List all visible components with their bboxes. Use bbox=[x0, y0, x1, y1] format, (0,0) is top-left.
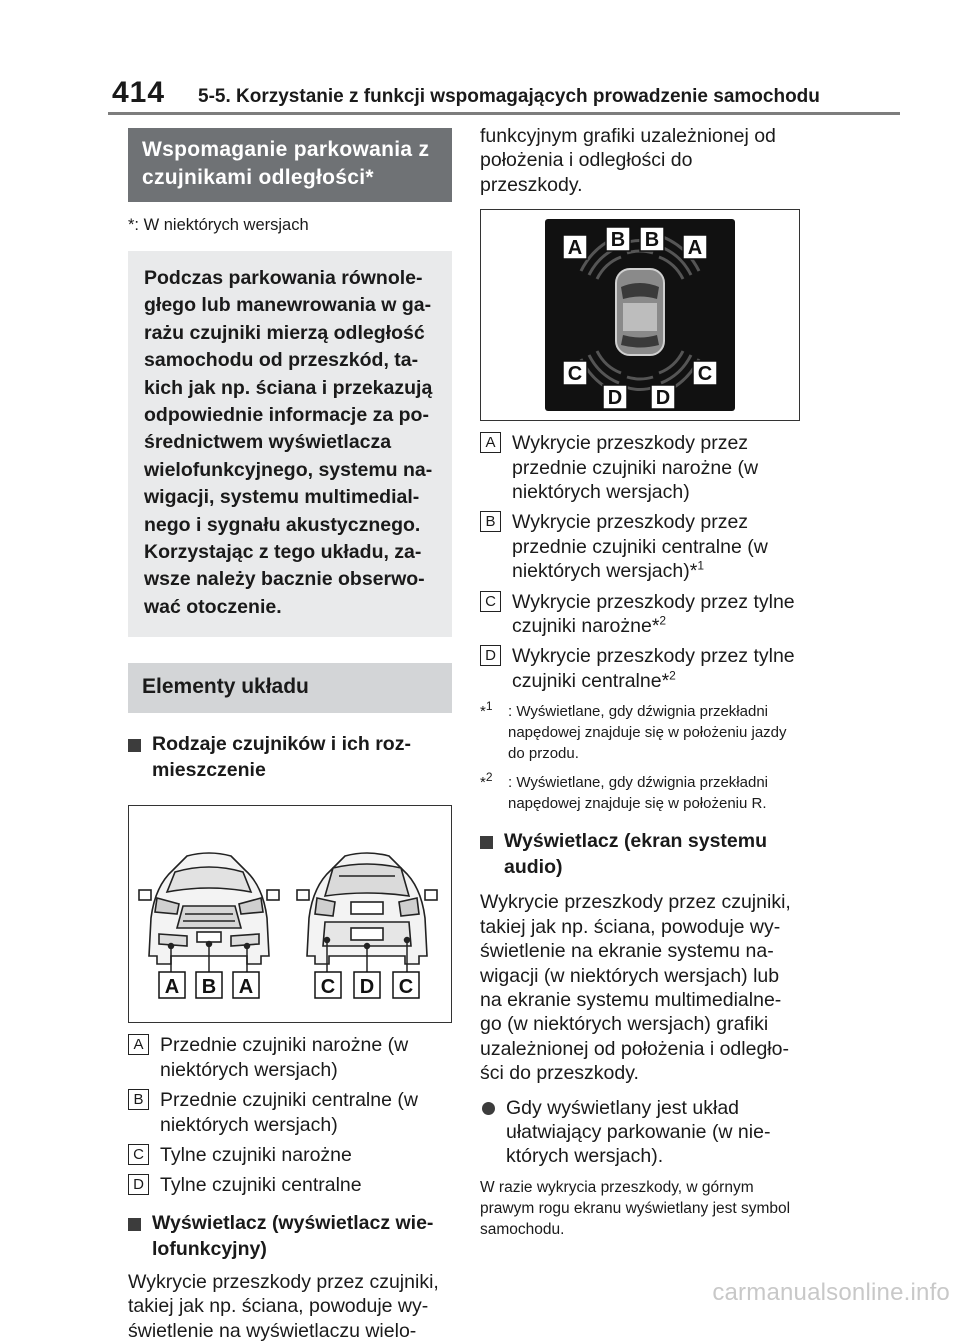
legend-item bbox=[128, 1033, 452, 1082]
chapter-title: 5-5. Korzystanie z funkcji wspomagających prowadzenie samochodu bbox=[198, 86, 820, 107]
screen-label: B bbox=[610, 229, 626, 252]
screen-label: B bbox=[644, 229, 660, 252]
audio-text: Wykrycie przeszkody przez czujniki, takiej jak np. ściana, powoduje wy-świetlenie na ekranie systemu na-wigacji (w niektórych wersjach) lub na ekranie systemu multimedialne-go (w niektórych wersjach) grafiki uzależnionej od położenia i odległo-ści do przeszkody. bbox=[480, 891, 791, 1085]
display-heading: Wyświetlacz (wyświetlacz wie-lofunkcyjny) bbox=[128, 1210, 452, 1262]
left-column bbox=[128, 128, 452, 1343]
header-rule bbox=[108, 112, 900, 115]
figure-label: C bbox=[398, 976, 414, 999]
legend-text: Przednie czujniki narożne (w niektórych wersjach) bbox=[160, 1034, 409, 1081]
legend-text: Tylne czujniki centralne bbox=[160, 1174, 362, 1197]
elements-title: Elementy układu bbox=[128, 663, 452, 713]
legend-item bbox=[480, 431, 800, 504]
legend-item bbox=[128, 1173, 452, 1197]
legend-item bbox=[128, 1143, 452, 1167]
figure-label: A bbox=[238, 976, 254, 999]
legend-text: Wykrycie przeszkody przez przednie czujniki narożne (w niektórych wersjach) bbox=[512, 432, 759, 504]
page-header bbox=[0, 0, 960, 116]
legend-item bbox=[480, 644, 800, 693]
legend-key: D bbox=[480, 645, 501, 666]
figure-label: C bbox=[320, 976, 336, 999]
sensor-arc bbox=[627, 377, 653, 379]
legend-item bbox=[480, 590, 800, 639]
legend-key: B bbox=[480, 511, 501, 532]
sensor-location-figure bbox=[128, 805, 452, 1023]
footnote-ref: 2 bbox=[669, 668, 676, 683]
intro-box: Podczas parkowania równole-głego lub manewrowania w ga-rażu czujniki mierzą odległość samochodu od przeszkód, ta-kich jak np. ściana i przekazują odpowiednie informacje za po-średnictwem wyświetlacza wielofunkcyjnego, systemu na-wigacji, systemu multimedial-nego i sygnału akustycznego. Korzystając z tego układu, za-wsze należy bacznie obserwo-wać otoczenie. bbox=[128, 251, 452, 637]
display-figure bbox=[480, 209, 800, 421]
legend-text: Wykrycie przeszkody przez tylne czujniki centralne* bbox=[512, 645, 795, 692]
legend-key: D bbox=[128, 1174, 149, 1195]
screen-label: C bbox=[697, 363, 713, 386]
footnote-ref: 2 bbox=[659, 613, 667, 628]
legend-key: C bbox=[480, 591, 501, 612]
legend-key: C bbox=[128, 1144, 149, 1165]
footnote-text: : Wyświetlane, gdy dźwignia przekładni napędowej znajduje się w położeniu jazdy do przodu. bbox=[508, 703, 787, 763]
sensor-legend bbox=[128, 1033, 452, 1197]
continued-text: funkcyjnym grafiki uzależnionej od położenia i odległości do przeszkody. bbox=[480, 125, 776, 196]
multi-info-display bbox=[545, 219, 735, 411]
footnote: *$^1$ : Wyświetlane, gdy dźwignia przekładni napędowej znajduje się w położeniu jazdy do przodu. bbox=[480, 699, 787, 763]
display-text: Wykrycie przeszkody przez czujniki, takiej jak np. ściana, powoduje wy-świetlenie na wyświetlaczu wielo- bbox=[128, 1270, 439, 1342]
square-bullet-icon bbox=[128, 1218, 141, 1231]
legend-item bbox=[128, 1088, 452, 1137]
screen-label: D bbox=[655, 387, 671, 410]
legend-text: Tylne czujniki narożne bbox=[160, 1143, 352, 1166]
legend-text: Wykrycie przeszkody przez tylne czujniki narożne* bbox=[512, 590, 795, 638]
screen-label: A bbox=[567, 237, 583, 260]
legend-item bbox=[480, 510, 800, 583]
screen-label: A bbox=[687, 237, 703, 260]
legend-key: A bbox=[128, 1034, 149, 1055]
legend-text: Przednie czujniki centralne (w niektórych wersjach) bbox=[160, 1089, 418, 1136]
footnote-text: : Wyświetlane, gdy dźwignia przekładni napędowej znajduje się w położeniu R. bbox=[508, 774, 768, 813]
sensors-heading: Rodzaje czujników i ich roz-mieszczenie bbox=[128, 731, 452, 783]
legend-key: B bbox=[128, 1089, 149, 1110]
audio-heading: Wyświetlacz (ekran systemu audio) bbox=[480, 828, 800, 880]
watermark: carmanualsonline.info bbox=[712, 1279, 950, 1306]
page-number: 414 bbox=[112, 76, 166, 109]
car-top-view-icon bbox=[616, 269, 664, 355]
round-bullet-icon bbox=[482, 1102, 495, 1115]
footnote: *$^2$ : Wyświetlane, gdy dźwignia przekładni napędowej znajduje się w położeniu R. bbox=[480, 770, 768, 813]
bullet-note: W razie wykrycia przeszkody, w górnym prawym rogu ekranu wyświetlany jest symbol samochodu. bbox=[480, 1178, 791, 1238]
figure-label: B bbox=[201, 976, 217, 999]
display-legend bbox=[480, 431, 800, 693]
parking-assist-bullet: Gdy wyświetlany jest układ ułatwiający parkowanie (w nie-których wersjach). bbox=[480, 1096, 800, 1169]
square-bullet-icon bbox=[480, 836, 493, 849]
screen-label: D bbox=[607, 387, 623, 410]
footnote-ref: 1 bbox=[697, 558, 705, 573]
version-note: *: W niektórych wersjach bbox=[128, 216, 309, 234]
sensor-display-graphic bbox=[545, 219, 735, 411]
legend-text: Wykrycie przeszkody przez przednie czujniki centralne (w niektórych wersjach)* bbox=[512, 511, 768, 583]
screen-label: C bbox=[567, 363, 583, 386]
section-title: Wspomaganie parkowania z czujnikami odległości* bbox=[128, 128, 452, 202]
right-column bbox=[480, 124, 800, 1240]
cars-illustration bbox=[129, 806, 450, 1021]
figure-label: D bbox=[359, 976, 375, 999]
figure-label: A bbox=[164, 976, 180, 999]
legend-key: A bbox=[480, 432, 501, 453]
square-bullet-icon bbox=[128, 739, 141, 752]
